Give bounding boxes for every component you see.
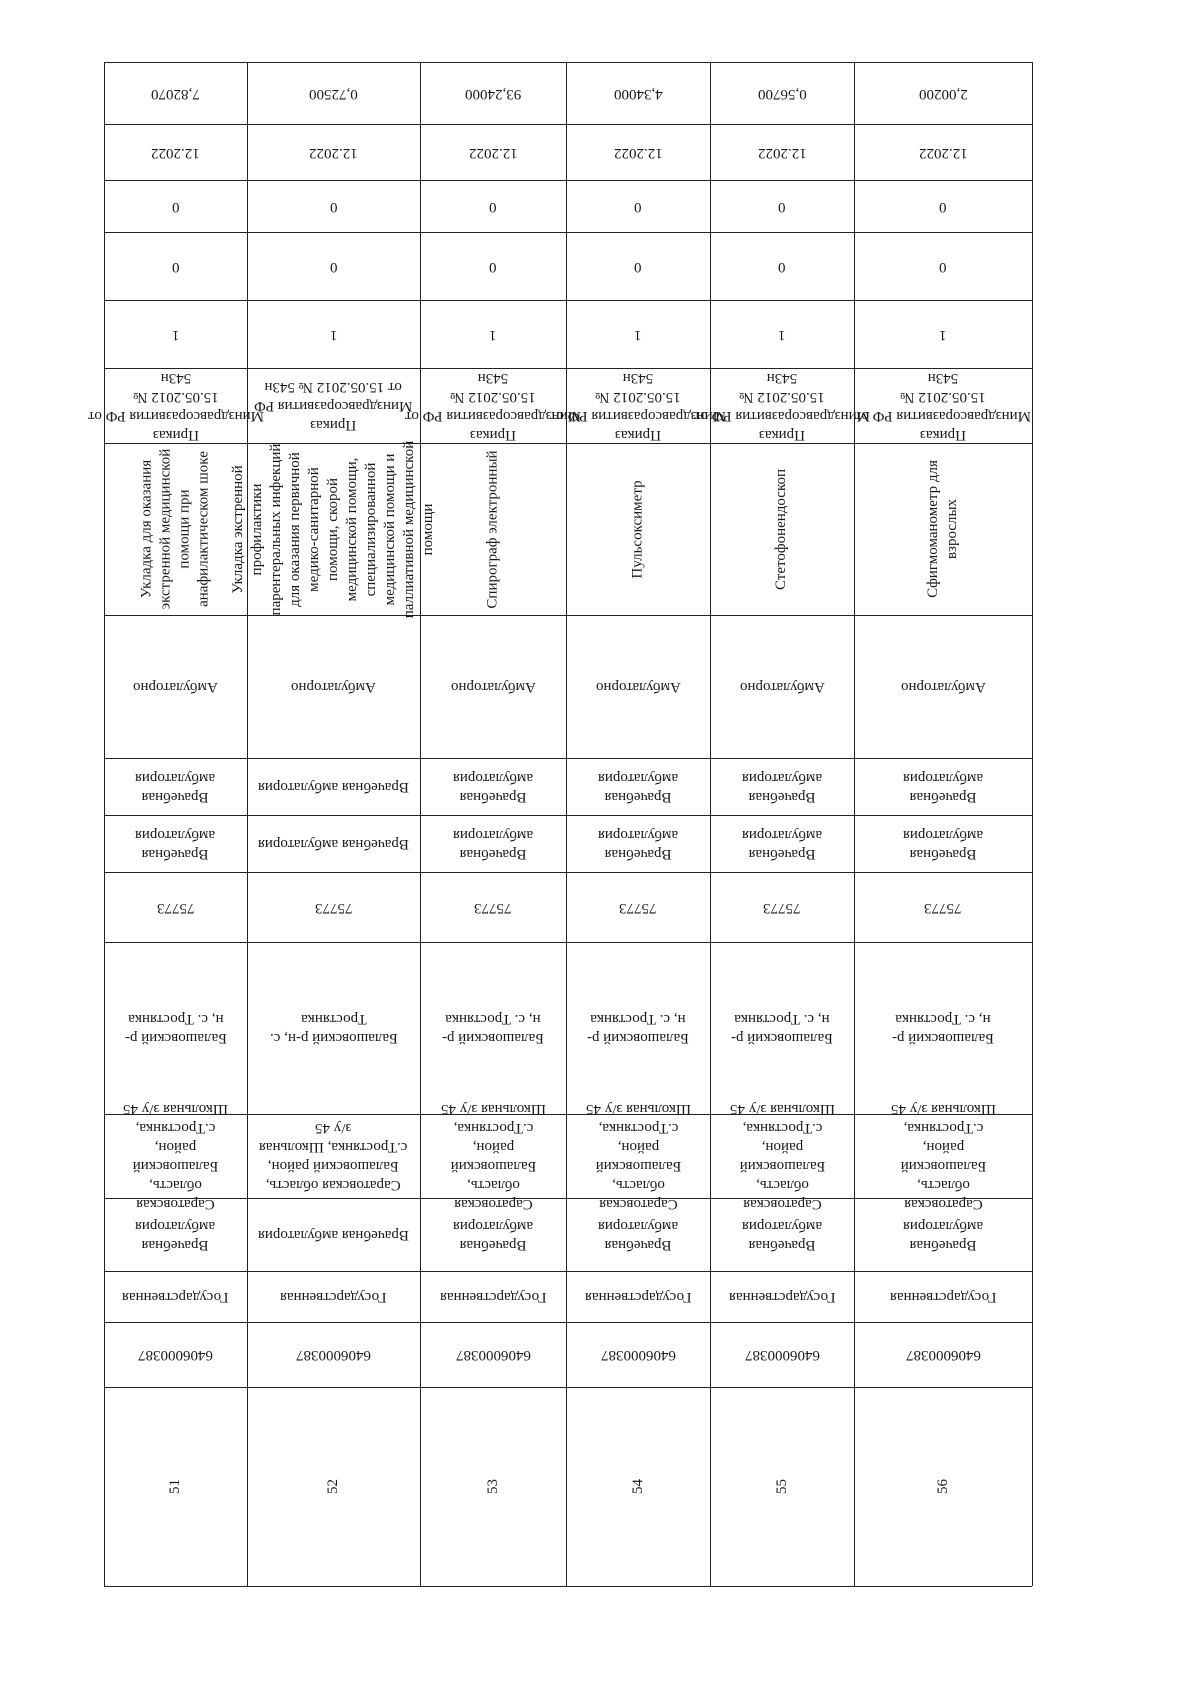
subdivision-cell-c <box>247 758 420 815</box>
subdivision-cell-a-text: Врачебная амбулатория <box>258 1227 409 1243</box>
subdivision-cell-a <box>247 1198 420 1271</box>
subdivision-cell-c-text: Врачебная амбулатория <box>258 779 409 795</box>
district-cell <box>710 942 854 1114</box>
quantity-cell-text: 1 <box>171 326 180 343</box>
amount-cell-text: 0,56700 <box>757 85 807 102</box>
care-form-cell <box>854 615 1032 758</box>
district-cell-text: Балашовский р- н, с. Тростянка <box>124 1011 227 1046</box>
district-cell-text: Балашовский р- н, с. Тростянка <box>731 1011 833 1046</box>
order-cell <box>854 368 1032 443</box>
row-number-text: 51 <box>167 1479 183 1494</box>
address-cell <box>854 1101 1032 1212</box>
oktmo-cell <box>710 872 854 942</box>
subdivision-cell-b-text: Врачебная амбулатория <box>135 826 216 862</box>
subdivision-cell-c-text: Врачебная амбулатория <box>452 769 534 805</box>
oktmo-cell <box>854 872 1032 942</box>
address-cell <box>566 1101 710 1212</box>
date-cell-text: 12.2022 <box>151 144 200 161</box>
subdivision-cell-b-text: Врачебная амбулатория <box>597 826 679 862</box>
district-cell-text: Балашовский р- н, с. Тростянка <box>587 1011 689 1046</box>
row-number-cell <box>566 1387 710 1586</box>
subdivision-cell-c <box>420 758 566 815</box>
subdivision-cell-c <box>854 758 1032 815</box>
subdivision-cell-b <box>854 815 1032 872</box>
order-cell <box>87 368 264 443</box>
subdivision-cell-a-text: Врачебная амбулатория <box>597 1217 679 1253</box>
equipment-name-cell <box>230 440 436 618</box>
zero-cell-a <box>420 232 566 300</box>
zero-cell-a-text: 0 <box>171 258 180 275</box>
zero-cell-a-text: 0 <box>778 258 786 275</box>
date-cell <box>854 124 1032 180</box>
amount-cell-text: 4,34000 <box>613 85 663 102</box>
care-form-cell <box>247 615 420 758</box>
quantity-cell <box>247 300 420 368</box>
subdivision-cell-c-text: Врачебная амбулатория <box>902 769 984 805</box>
amount-cell-text: 7,82070 <box>151 85 200 102</box>
care-form-cell-text: Амбулаторно <box>133 679 218 695</box>
amount-cell <box>104 62 247 124</box>
district-cell <box>104 942 247 1114</box>
subdivision-cell-a <box>710 1198 854 1271</box>
order-cell <box>247 368 420 443</box>
zero-cell-b-text: 0 <box>778 198 786 215</box>
ownership-cell-text: Государственная <box>584 1289 692 1305</box>
district-cell <box>854 942 1032 1114</box>
date-cell <box>104 124 247 180</box>
row-number-cell <box>710 1387 854 1586</box>
order-cell-text: Приказ Минздравсоразвития РФ от 15.05.2012 № 543н <box>694 369 870 443</box>
inn-cell-text: 6406000387 <box>600 1347 676 1363</box>
date-cell-text: 12.2022 <box>309 144 358 161</box>
subdivision-cell-a-text: Врачебная амбулатория <box>902 1217 984 1253</box>
row-number-text: 56 <box>934 1479 951 1494</box>
subdivision-cell-a-text: Врачебная амбулатория <box>452 1217 534 1253</box>
equipment-table <box>87 62 1032 1586</box>
equipment-name-cell-text: Спирограф электронный <box>484 449 501 609</box>
subdivision-cell-b-text: Врачебная амбулатория <box>452 826 534 862</box>
district-cell-text: Балашовский р- н, с. Тростянка <box>442 1011 544 1046</box>
date-cell <box>420 124 566 180</box>
row-number-text: 54 <box>629 1479 646 1494</box>
address-cell <box>247 1114 420 1198</box>
row-number-text: 55 <box>773 1479 790 1494</box>
quantity-cell-text: 1 <box>634 326 642 343</box>
zero-cell-a-text: 0 <box>489 258 497 275</box>
subdivision-cell-b <box>710 815 854 872</box>
ownership-cell <box>420 1271 566 1322</box>
subdivision-cell-a-text: Врачебная амбулатория <box>741 1217 823 1253</box>
equipment-name-cell-text: Укладка для оказания экстренной медицинской помощи при анафилактическом шоке <box>138 448 212 610</box>
subdivision-cell-b-text: Врачебная амбулатория <box>902 826 984 862</box>
subdivision-cell-a <box>566 1198 710 1271</box>
care-form-cell <box>566 615 710 758</box>
zero-cell-a-text: 0 <box>939 258 947 275</box>
care-form-cell-text: Амбулаторно <box>739 679 825 695</box>
quantity-cell-text: 1 <box>329 326 338 343</box>
subdivision-cell-c <box>710 758 854 815</box>
amount-cell <box>247 62 420 124</box>
subdivision-cell-c-text: Врачебная амбулатория <box>135 769 216 805</box>
inn-cell-text: 6406000387 <box>455 1347 531 1363</box>
order-cell <box>405 368 581 443</box>
zero-cell-b <box>566 180 710 232</box>
district-cell <box>247 942 420 1114</box>
subdivision-cell-b <box>247 815 420 872</box>
district-cell-text: Балашовский р- н, с. Тростянка <box>892 1011 994 1046</box>
oktmo-cell-text: 75773 <box>763 899 801 916</box>
oktmo-cell <box>566 872 710 942</box>
inn-cell-text: 6406000387 <box>905 1347 981 1363</box>
zero-cell-b-text: 0 <box>489 198 497 215</box>
quantity-cell <box>104 300 247 368</box>
amount-cell-text: 0,72500 <box>309 85 358 102</box>
address-cell-text: Саратовская область, Балашовский район, с.Тростянка, Школьная з/у 45 <box>440 1101 546 1212</box>
oktmo-cell-text: 75773 <box>314 899 353 916</box>
inn-cell <box>247 1322 420 1387</box>
zero-cell-b <box>247 180 420 232</box>
subdivision-cell-b-text: Врачебная амбулатория <box>258 836 409 852</box>
amount-cell <box>566 62 710 124</box>
order-cell <box>550 368 726 443</box>
ownership-cell <box>710 1271 854 1322</box>
equipment-name-cell <box>710 443 854 615</box>
equipment-name-cell-text: Стетофонендоскоп <box>773 468 790 590</box>
ownership-cell <box>566 1271 710 1322</box>
row-number-text: 53 <box>484 1479 501 1494</box>
date-cell <box>710 124 854 180</box>
zero-cell-b <box>420 180 566 232</box>
subdivision-cell-a <box>104 1198 247 1271</box>
inn-cell <box>104 1322 247 1387</box>
subdivision-cell-c <box>566 758 710 815</box>
order-cell <box>694 368 870 443</box>
care-form-cell <box>420 615 566 758</box>
address-cell <box>104 1101 247 1212</box>
zero-cell-b-text: 0 <box>634 198 642 215</box>
care-form-cell <box>710 615 854 758</box>
subdivision-cell-b <box>420 815 566 872</box>
date-cell <box>247 124 420 180</box>
care-form-cell-text: Амбулаторно <box>450 679 536 695</box>
oktmo-cell-text: 75773 <box>924 899 962 916</box>
address-cell-text: Саратовская область, Балашовский район, с.Тростянка, Школьная з/у 45 <box>259 1120 408 1193</box>
zero-cell-a <box>104 232 247 300</box>
quantity-cell <box>566 300 710 368</box>
equipment-name-cell <box>854 443 1032 615</box>
quantity-cell <box>710 300 854 368</box>
zero-cell-a <box>710 232 854 300</box>
zero-cell-b-text: 0 <box>171 198 180 215</box>
amount-cell-text: 2,00200 <box>918 85 968 102</box>
date-cell <box>566 124 710 180</box>
date-cell-text: 12.2022 <box>468 144 518 161</box>
order-cell-text: Приказ Минздравсоразвития РФ от 15.05.2012 № 543н <box>254 379 413 433</box>
address-cell <box>420 1101 566 1212</box>
care-form-cell-text: Амбулаторно <box>595 679 681 695</box>
equipment-name-cell <box>420 443 566 615</box>
ownership-cell <box>854 1271 1032 1322</box>
grid-vline <box>1032 62 1033 1586</box>
row-number-cell <box>247 1387 420 1586</box>
zero-cell-a-text: 0 <box>634 258 642 275</box>
ownership-cell-text: Государственная <box>280 1289 387 1305</box>
subdivision-cell-c-text: Врачебная амбулатория <box>597 769 679 805</box>
quantity-cell <box>420 300 566 368</box>
oktmo-cell <box>104 872 247 942</box>
quantity-cell <box>854 300 1032 368</box>
zero-cell-b <box>710 180 854 232</box>
row-number-cell <box>420 1387 566 1586</box>
address-cell-text: Саратовская область, Балашовский район, с.Тростянка, Школьная з/у 45 <box>890 1101 996 1212</box>
oktmo-cell-text: 75773 <box>619 899 657 916</box>
equipment-name-cell-text: Сфигмоманометр для взрослых <box>924 460 960 598</box>
inn-cell-text: 6406000387 <box>296 1347 371 1363</box>
care-form-cell-text: Амбулаторно <box>291 679 376 695</box>
oktmo-cell-text: 75773 <box>156 899 195 916</box>
quantity-cell-text: 1 <box>778 326 786 343</box>
date-cell-text: 12.2022 <box>613 144 663 161</box>
order-cell-text: Приказ Минздравсоразвития РФ от 15.05.2012 № 543н <box>855 369 1031 443</box>
inn-cell <box>420 1322 566 1387</box>
row-number-cell <box>854 1387 1032 1586</box>
address-cell-text: Саратовская область, Балашовский район, с.Тростянка, Школьная з/у 45 <box>123 1101 228 1212</box>
amount-cell <box>710 62 854 124</box>
address-cell-text: Саратовская область, Балашовский район, с.Тростянка, Школьная з/у 45 <box>585 1101 691 1212</box>
amount-cell-text: 93,24000 <box>464 85 522 102</box>
address-cell <box>710 1101 854 1212</box>
district-cell <box>566 942 710 1114</box>
inn-cell-text: 6406000387 <box>138 1347 213 1363</box>
oktmo-cell <box>247 872 420 942</box>
amount-cell <box>854 62 1032 124</box>
subdivision-cell-a-text: Врачебная амбулатория <box>135 1217 216 1253</box>
ownership-cell-text: Государственная <box>889 1289 997 1305</box>
oktmo-cell <box>420 872 566 942</box>
care-form-cell-text: Амбулаторно <box>900 679 986 695</box>
equipment-name-cell-text: Укладка экстренной профилактики парентеральных инфекций для оказания первичной медико-санитарной помощи, скорой медицинской помощи, специализированной медицинской помощи и паллиативной медицинской помощи <box>230 440 436 618</box>
inn-cell-text: 6406000387 <box>744 1347 820 1363</box>
district-cell-text: Балашовский р-н, с. Тростянка <box>269 1011 398 1046</box>
inn-cell <box>566 1322 710 1387</box>
zero-cell-a <box>566 232 710 300</box>
zero-cell-a <box>247 232 420 300</box>
ownership-cell-text: Государственная <box>122 1289 229 1305</box>
order-cell-text: Приказ Минздравсоразвития РФ от 15.05.2012 № 543н <box>405 369 581 443</box>
zero-cell-b <box>104 180 247 232</box>
oktmo-cell-text: 75773 <box>474 899 512 916</box>
subdivision-cell-c-text: Врачебная амбулатория <box>741 769 823 805</box>
subdivision-cell-a <box>854 1198 1032 1271</box>
district-cell <box>420 942 566 1114</box>
date-cell-text: 12.2022 <box>918 144 968 161</box>
inn-cell <box>710 1322 854 1387</box>
zero-cell-b-text: 0 <box>329 198 338 215</box>
equipment-name-cell-text: Пульсоксиметр <box>629 479 646 579</box>
subdivision-cell-b <box>104 815 247 872</box>
ownership-cell <box>104 1271 247 1322</box>
ownership-cell-text: Государственная <box>439 1289 547 1305</box>
row-number-text: 52 <box>325 1479 341 1494</box>
subdivision-cell-b-text: Врачебная амбулатория <box>741 826 823 862</box>
subdivision-cell-b <box>566 815 710 872</box>
address-cell-text: Саратовская область, Балашовский район, с.Тростянка, Школьная з/у 45 <box>729 1101 835 1212</box>
care-form-cell <box>104 615 247 758</box>
zero-cell-b <box>854 180 1032 232</box>
date-cell-text: 12.2022 <box>757 144 807 161</box>
ownership-cell <box>247 1271 420 1322</box>
grid-hline <box>104 1586 1032 1587</box>
order-cell-text: Приказ Минздравсоразвития РФ от 15.05.2012 № 543н <box>87 369 264 443</box>
ownership-cell-text: Государственная <box>728 1289 836 1305</box>
zero-cell-b-text: 0 <box>939 198 947 215</box>
row-number-cell <box>104 1387 247 1586</box>
quantity-cell-text: 1 <box>939 326 947 343</box>
zero-cell-a <box>854 232 1032 300</box>
amount-cell <box>420 62 566 124</box>
subdivision-cell-c <box>104 758 247 815</box>
zero-cell-a-text: 0 <box>329 258 338 275</box>
order-cell-text: Приказ Минздравсоразвития РФ от 15.05.2012 № 543н <box>550 369 726 443</box>
inn-cell <box>854 1322 1032 1387</box>
equipment-name-cell <box>566 443 710 615</box>
subdivision-cell-a <box>420 1198 566 1271</box>
equipment-name-cell <box>104 443 247 615</box>
quantity-cell-text: 1 <box>489 326 497 343</box>
